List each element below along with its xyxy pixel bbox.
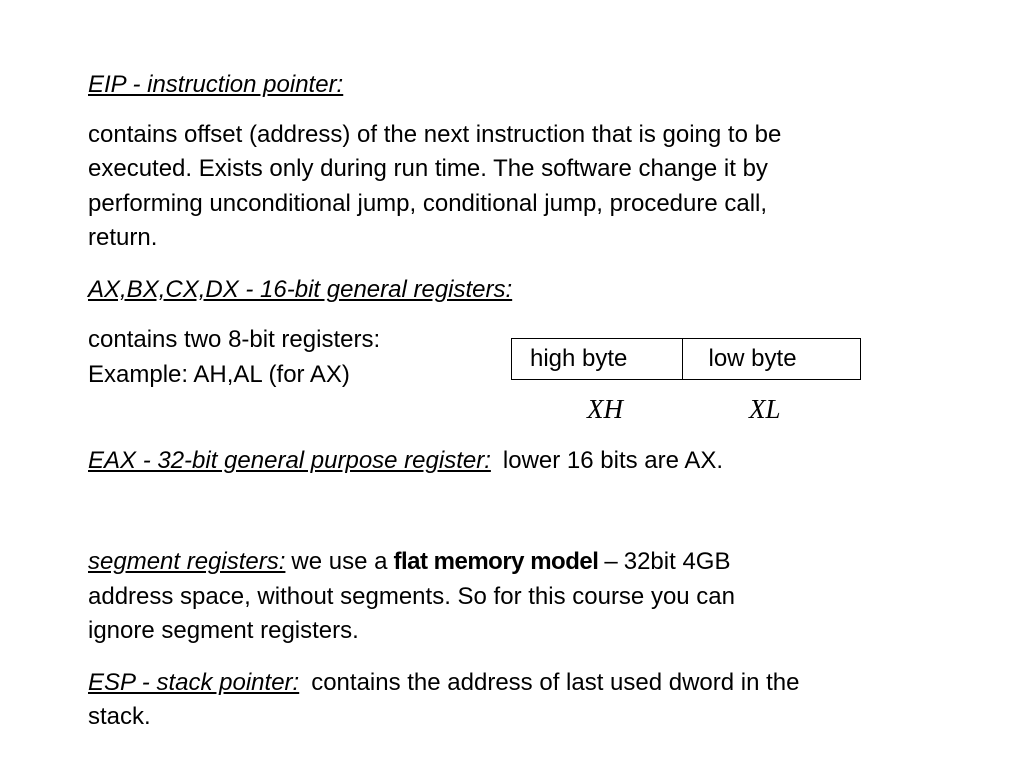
general-registers-body-line-2: Example: AH,AL (for AX) xyxy=(88,361,350,388)
eip-body-line-4: return. xyxy=(88,224,158,251)
esp-line-2: stack. xyxy=(88,703,151,730)
xh-label: XH xyxy=(587,394,623,424)
esp-text: contains the address of last used dword in the xyxy=(311,669,800,696)
esp-line-1 xyxy=(88,666,800,700)
flat-memory-model-term: flat memory model xyxy=(393,548,599,575)
eip-body-line-3: performing unconditional jump, conditional jump, procedure call, xyxy=(88,190,768,217)
eax-text: lower 16 bits are AX. xyxy=(502,447,724,474)
eip-body-line-2: executed. Exists only during run time. The software change it by xyxy=(88,155,768,182)
eax-heading: EAX - 32-bit general purpose register: xyxy=(88,447,491,474)
xl-label: XL xyxy=(749,394,781,424)
high-byte-cell: high byte xyxy=(512,339,683,379)
register-byte-diagram xyxy=(511,338,861,380)
esp-heading: ESP - stack pointer: xyxy=(88,669,300,696)
eax-line xyxy=(88,444,723,478)
segment-body-line-2: address space, without segments. So for this course you can xyxy=(88,583,736,610)
general-registers-heading: AX,BX,CX,DX - 16-bit general registers: xyxy=(88,276,513,303)
segment-body-line-3: ignore segment registers. xyxy=(88,617,359,644)
segment-line-1 xyxy=(88,545,730,579)
low-byte-cell: low byte xyxy=(708,345,797,372)
segment-text-after: 32bit 4GB xyxy=(623,548,731,575)
segment-heading: segment registers: xyxy=(88,548,286,575)
segment-dash: – xyxy=(604,548,618,575)
eip-heading: EIP - instruction pointer: xyxy=(88,71,344,98)
segment-text-before: we use a xyxy=(291,548,388,575)
general-registers-body-line-1: contains two 8-bit registers: xyxy=(88,326,381,353)
eip-body-line-1: contains offset (address) of the next instruction that is going to be xyxy=(88,121,782,148)
